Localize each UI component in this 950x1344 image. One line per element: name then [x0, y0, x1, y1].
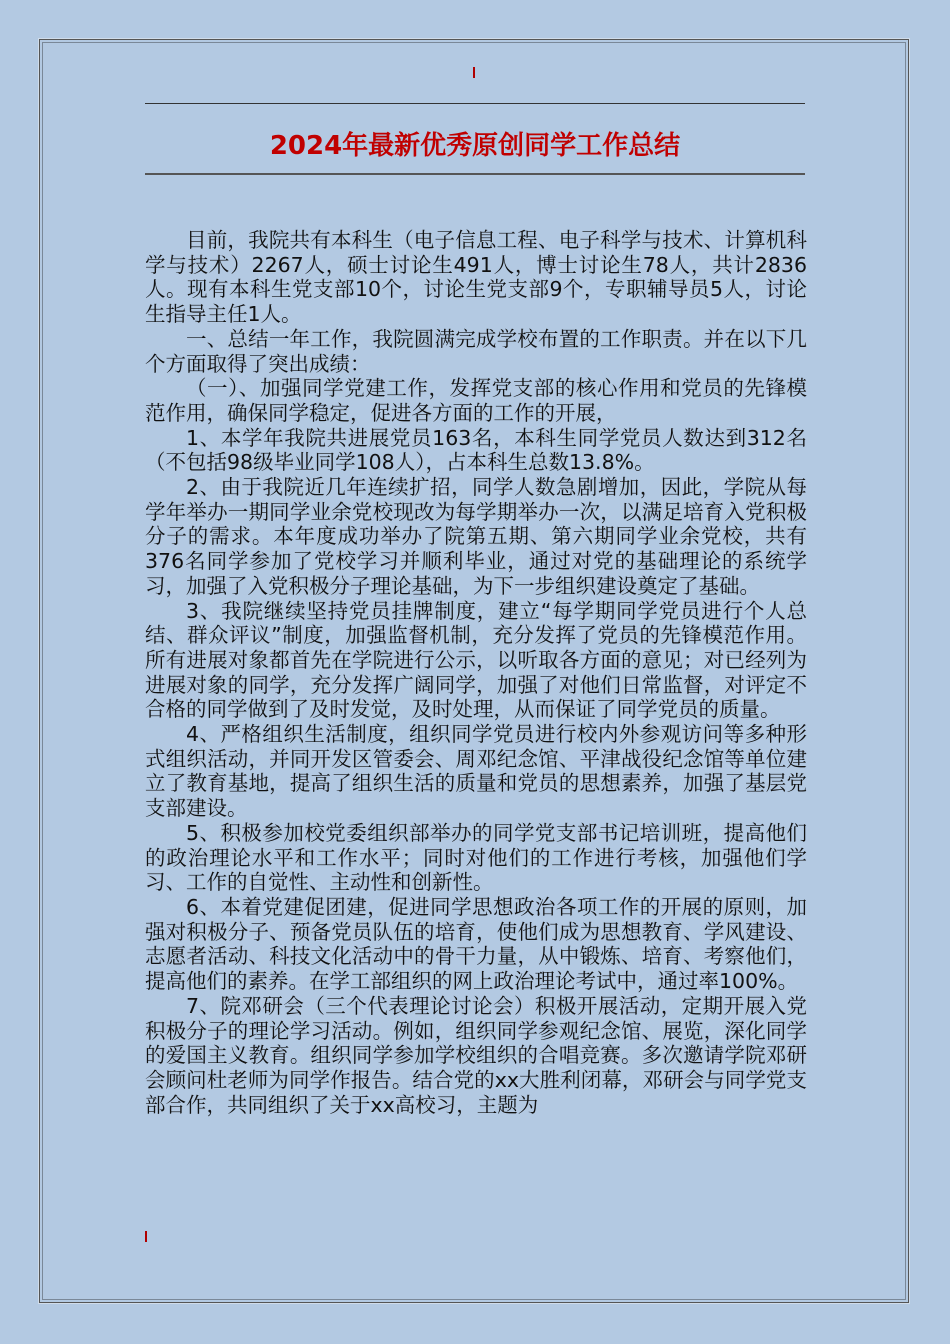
footer-mark	[145, 1231, 147, 1242]
document-title: 2024年最新优秀原创同学工作总结	[269, 131, 681, 161]
paragraph-item-7: 7、院邓研会（三个代表理论讨论会）积极开展活动，定期开展入党积极分子的理论学习活动。例如，组织同学参观纪念馆、展览，深化同学的爱国主义教育。组织同学参加学校组织的合唱竞赛。多次邀请学院邓研会顾问杜老师为同学作报告。结合党的xx大胜利闭幕，邓研会与同学党支部合作，共同组织了关于xx高校习，主题为	[145, 993, 807, 1117]
paragraph-item-4: 4、严格组织生活制度，组织同学党员进行校内外参观访问等多种形式组织活动，并同开发区管委会、周邓纪念馆、平津战役纪念馆等单位建立了教育基地，提高了组织生活的质量和党员的思想素养，加强了基层党支部建设。	[145, 722, 807, 821]
paragraph-subsection-1: （一）、加强同学党建工作，发挥党支部的核心作用和党员的先锋模范作用，确保同学稳定，促进各方面的工作的开展，	[145, 376, 807, 425]
paragraph-item-6: 6、本着党建促团建，促进同学思想政治各项工作的开展的原则，加强对积极分子、预备党员队伍的培育，使他们成为思想教育、学风建设、志愿者活动、科技文化活动中的骨干力量，从中锻炼、培育、考察他们，提高他们的素养。在学工部组织的网上政治理论考试中，通过率100%。	[145, 894, 807, 994]
header-rule-bottom	[145, 173, 805, 175]
document-body	[145, 228, 807, 1117]
header-rule-top	[145, 103, 805, 104]
paragraph-item-2: 2、由于我院近几年连续扩招，同学人数急剧增加，因此，学院从每学年举办一期同学业余党校现改为每学期举办一次，以满足培育入党积极分子的需求。本年度成功举办了院第五期、第六期同学业余党校，共有376名同学参加了党校学习并顺利毕业，通过对党的基础理论的系统学习，加强了入党积极分子理论基础，为下一步组织建设奠定了基础。	[145, 475, 807, 598]
paragraph-intro: 目前，我院共有本科生（电子信息工程、电子科学与技术、计算机科学与技术）2267人，硕士讨论生491人，博士讨论生78人，共计2836人。现有本科生党支部10个，讨论生党支部9个，专职辅导员5人，讨论生指导主任1人。	[145, 228, 807, 327]
header-mark	[473, 67, 475, 78]
paragraph-item-3: 3、我院继续坚持党员挂牌制度，建立“每学期同学党员进行个人总结、群众评议”制度，加强监督机制，充分发挥了党员的先锋模范作用。所有进展对象都首先在学院进行公示，以听取各方面的意见；对已经列为进展对象的同学，充分发挥广阔同学，加强了对他们日常监督，对评定不合格的同学做到了及时发觉，及时处理，从而保证了同学党员的质量。	[145, 598, 807, 722]
paragraph-section-1: 一、总结一年工作，我院圆满完成学校布置的工作职责。并在以下几个方面取得了突出成绩：	[145, 326, 807, 376]
paragraph-item-5: 5、积极参加校党委组织部举办的同学党支部书记培训班，提高他们的政治理论水平和工作水平；同时对他们的工作进行考核，加强他们学习、工作的自觉性、主动性和创新性。	[145, 820, 807, 895]
paragraph-item-1: 1、本学年我院共进展党员163名，本科生同学党员人数达到312名（不包括98级毕业同学108人），占本科生总数13.8%。	[145, 425, 807, 475]
